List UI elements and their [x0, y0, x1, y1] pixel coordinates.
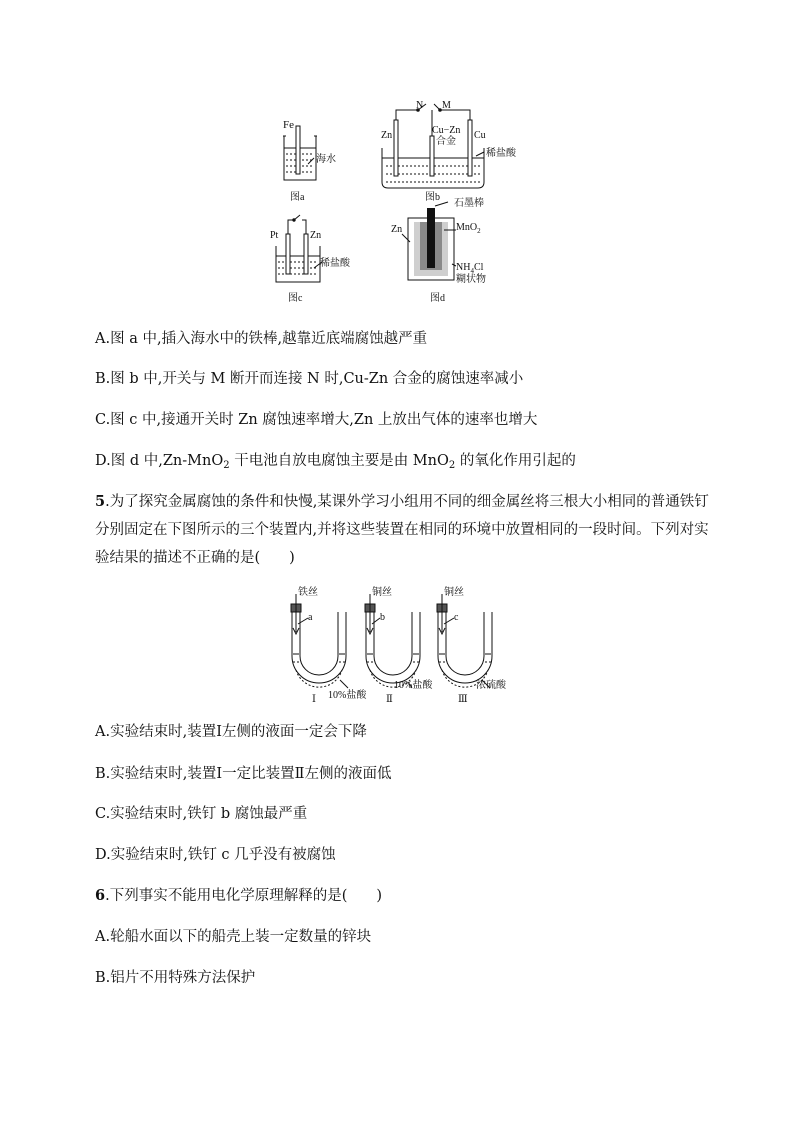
figure-b-cell [382, 104, 484, 188]
fig-b-alloy-top: Cu−Zn [432, 125, 461, 136]
q5-stem-line2: 分别固定在下图所示的三个装置内,并将这些装置在相同的环境中放置相同的一段时间。下列对实 [95, 522, 709, 538]
q6-option-b: B.铝片不用特殊方法保护 [95, 970, 256, 986]
fig-b-cu-label: Cu [474, 130, 486, 141]
fig-a-fe-label: Fe [283, 119, 294, 131]
tube-3-wire-label: 铜丝 [444, 587, 464, 598]
fig-b-caption: 图b [425, 192, 440, 203]
tube-2-roman: Ⅱ [386, 694, 393, 705]
fig-d-mno2-label: MnO$_2$ [456, 222, 481, 235]
q4-option-c: C.图 c 中,接通开关时 Zn 腐蚀速率增大,Zn 上放出气体的速率也增大 [95, 412, 538, 428]
u-tube-2 [365, 594, 420, 688]
tube-3-roman: Ⅲ [458, 694, 468, 705]
q5-option-d: D.实验结束时,铁钉 c 几乎没有被腐蚀 [95, 847, 336, 863]
electrochemistry-figure-abcd [270, 96, 540, 308]
q6-stem: 6.下列事实不能用电化学原理解释的是( ) [95, 887, 383, 904]
tube-3-liquid-label: 浓硫酸 [476, 680, 506, 691]
tube-1-roman: Ⅰ [312, 694, 316, 705]
fig-d-zn-label: Zn [391, 224, 403, 235]
q4-option-b: B.图 b 中,开关与 M 断开而连接 N 时,Cu-Zn 合金的腐蚀速率减小 [95, 371, 524, 387]
fig-c-zn-label: Zn [310, 230, 322, 241]
fig-d-rod-label: 石墨棒 [454, 198, 484, 209]
q5-option-a: A.实验结束时,装置Ⅰ左侧的液面一定会下降 [95, 724, 367, 740]
tube-1-liquid-label: 10%盐酸 [328, 690, 367, 701]
q5-stem-line1: 5.为了探究金属腐蚀的条件和快慢,某课外学习小组用不同的细金属丝将三根大小相同的普通铁钉 [95, 493, 709, 510]
tube-2-liquid-label: 10%盐酸 [394, 680, 433, 691]
figure-d-dry-cell [402, 202, 456, 280]
q6-option-a: A.轮船水面以下的船壳上装一定数量的锌块 [95, 929, 372, 945]
tube-2-wire-label: 铜丝 [372, 587, 392, 598]
fig-c-pt-label: Pt [270, 230, 279, 241]
q5-option-b: B.实验结束时,装置Ⅰ一定比装置Ⅱ左侧的液面低 [95, 766, 392, 782]
fig-b-zn-label: Zn [381, 130, 393, 141]
fig-c-caption: 图c [288, 293, 303, 304]
q5-option-c: C.实验结束时,铁钉 b 腐蚀最严重 [95, 806, 308, 822]
fig-d-caption: 图d [430, 293, 445, 304]
u-tube-3 [437, 594, 492, 688]
figure-a-beaker [283, 126, 317, 180]
fig-a-caption: 图a [290, 192, 305, 203]
tube-3-nail-label: c [454, 612, 459, 623]
tube-1-wire-label: 铁丝 [298, 587, 318, 598]
fig-b-switch-m: M [442, 100, 451, 111]
fig-d-nh4cl-label: $NH_4Cl$ [456, 262, 484, 275]
fig-b-solution-label: 稀盐酸 [486, 148, 516, 159]
fig-c-solution-label: 稀盐酸 [320, 258, 350, 269]
tube-1-nail-label: a [308, 612, 313, 623]
figure-c-cell [276, 215, 322, 282]
fig-b-alloy-bottom: 合金 [436, 136, 456, 147]
fig-d-paste-label: 糊状物 [456, 274, 486, 285]
q4-option-a: A.图 a 中,插入海水中的铁棒,越靠近底端腐蚀越严重 [95, 331, 428, 347]
q5-stem-line3: 验结果的描述不正确的是( ) [95, 550, 295, 566]
fig-b-switch-n: N [416, 100, 424, 111]
u-tube-1 [291, 594, 348, 688]
u-tube-figure [282, 584, 522, 706]
fig-a-solution-label: 海水 [316, 154, 336, 165]
tube-2-nail-label: b [380, 612, 385, 623]
q4-option-d: D.图 d 中,Zn-MnO$_2$ 干电池自放电腐蚀主要是由 MnO$_2$ 的氧化作用引起的 [95, 453, 576, 471]
